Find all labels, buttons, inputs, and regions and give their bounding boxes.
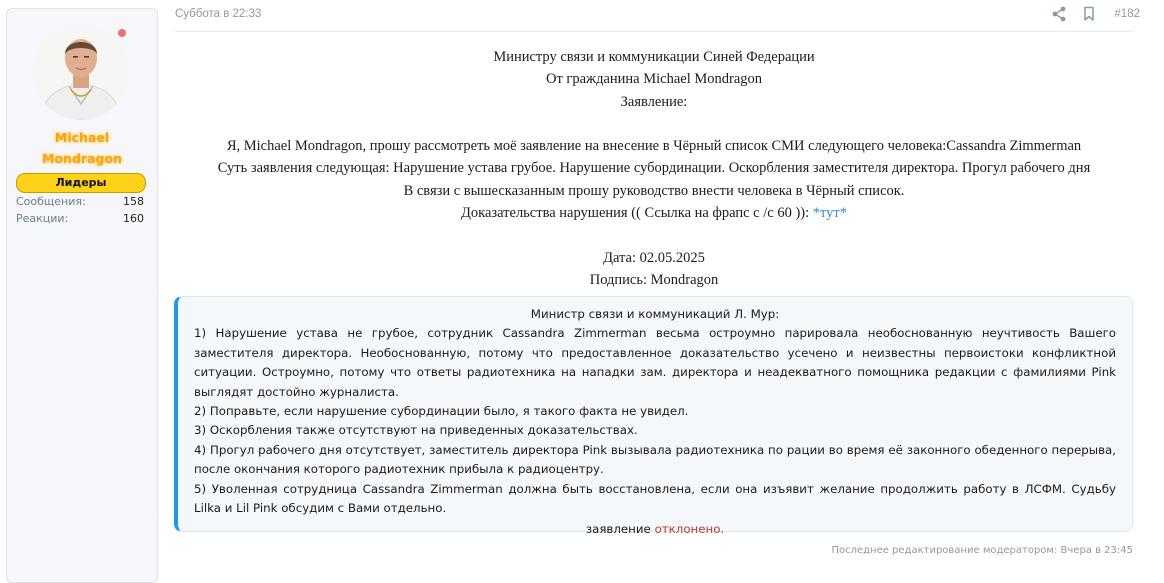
username-line-1[interactable]: Michael <box>54 130 110 145</box>
sender-line: От гражданина Michael Mondragon <box>545 71 763 88</box>
application-heading: Заявление: <box>620 93 688 110</box>
minister-response-quote <box>174 296 1133 537</box>
verdict-prefix: заявление <box>585 522 655 537</box>
stat-messages-label: Сообщения: <box>16 195 86 208</box>
response-point-4: 4) Прогул рабочего дня отсутствует, заместитель директора Pink вызывала радиотехника по рации во время её законного обеденного перерыва, после окончания которого радиотехник прибыла к радиоцентру. <box>194 442 1116 477</box>
post-number-link[interactable]: #182 <box>1114 8 1140 20</box>
bookmark-icon[interactable] <box>1083 6 1097 22</box>
blank-line <box>175 224 1133 246</box>
request-line: Я, Michael Mondragon, прошу рассмотреть моё заявление на внесение в Чёрный список СМИ следующего человека:Cassandra Zimmerman <box>226 138 1082 155</box>
verdict-rejected: отклонено. <box>654 522 725 537</box>
header-divider <box>175 31 1133 32</box>
evidence-label: Доказательства нарушения (( Ссылка на фрапс с /c 60 )): <box>460 205 813 222</box>
blank-line <box>175 113 1133 135</box>
post-date[interactable]: Суббота в 22:33 <box>175 8 262 20</box>
signature-line: Подпись: Mondragon <box>589 271 719 288</box>
evidence-line <box>175 202 1133 224</box>
verdict-line <box>194 520 1116 539</box>
avatar-image <box>33 24 129 120</box>
response-point-2: 2) Поправьте, если нарушение субординации было, я такого факта не увидел. <box>194 404 689 419</box>
post-actions <box>1052 5 1140 23</box>
response-point-1: 1) Нарушение устава не грубое, сотрудник Cassandra Zimmerman весьма остроумно парировала необоснованную неучтивость Вашего заместителя директора. Необоснованную, потому что предоставленное доказательство усечено и неизвестны первоистоки конфликтной ситуации. Остроумно, потому что ответы радиотехника на нападки зам. директора и неадекватного помощника редакции с фамилиями Pink выглядят достойно журналиста. <box>194 326 1116 399</box>
avatar-container[interactable] <box>33 24 129 120</box>
last-edited-note: Последнее редактирование модератором: Вчера в 23:45 <box>831 545 1133 556</box>
application-text <box>175 46 1133 291</box>
response-point-3: 3) Оскорбления также отсутствуют на приведенных доказательствах. <box>194 423 638 438</box>
essence-line: Суть заявления следующая: Нарушение устава грубое. Нарушение субординации. Оскорбления заместителя директора. Прогул рабочего дня <box>217 160 1091 177</box>
avatar[interactable] <box>33 24 129 120</box>
online-status-dot <box>116 27 128 39</box>
user-group-badge: Лидеры <box>16 173 146 193</box>
share-icon[interactable] <box>1052 6 1066 22</box>
username-line-2[interactable]: Mondragon <box>42 151 122 166</box>
stat-reactions-value: 160 <box>123 212 144 225</box>
user-sidebar <box>6 8 158 583</box>
stat-reactions <box>16 211 144 227</box>
addressee-line: Министру связи и коммуникации Синей Федерации <box>493 49 815 65</box>
response-point-5: 5) Уволенная сотрудница Cassandra Zimmerman должна быть восстановлена, если она изъявит желание продолжить работу в ЛСФМ. Судьбу Lilka и Lil Pink обсудим с Вами отдельно. <box>194 481 1116 516</box>
evidence-link[interactable]: *тут* <box>812 205 847 222</box>
conclusion-line: В связи с вышесказанным прошу руководство внести человека в Чёрный список. <box>403 182 905 199</box>
stat-messages <box>16 194 144 210</box>
stat-reactions-label: Реакции: <box>16 212 69 225</box>
username[interactable] <box>7 127 157 169</box>
date-line: Дата: 02.05.2025 <box>603 249 705 266</box>
stat-messages-value: 158 <box>123 195 144 208</box>
response-title: Министр связи и коммуникаций Л. Мур: <box>530 307 780 321</box>
